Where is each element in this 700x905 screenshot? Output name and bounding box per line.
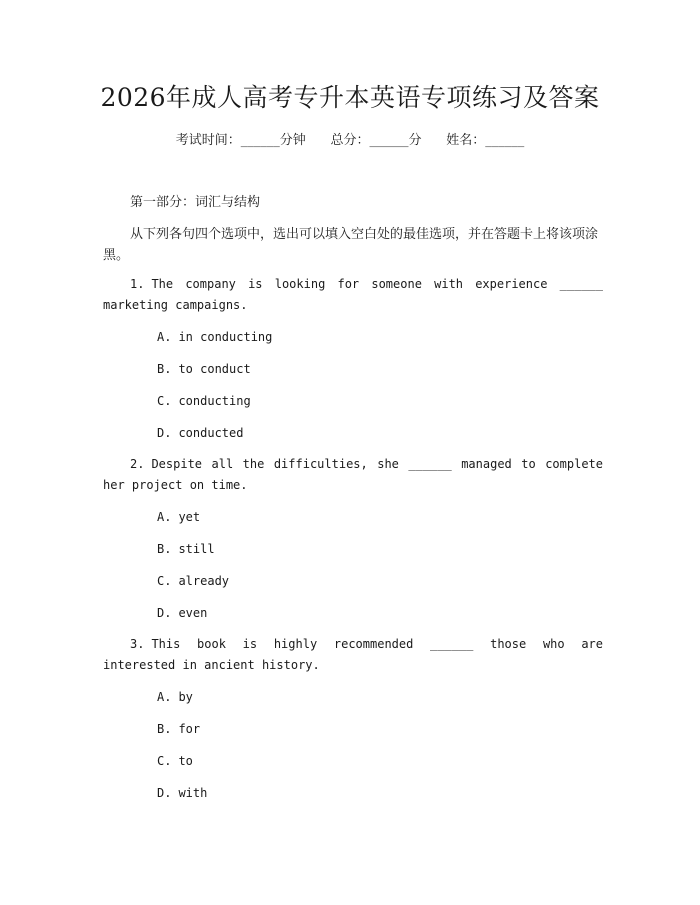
option-text: to conduct [178, 362, 251, 376]
option-text: already [178, 574, 230, 588]
question-1-option-d [157, 424, 243, 442]
option-text: to [178, 754, 193, 768]
question-1 [103, 274, 603, 316]
option-letter: D. [157, 426, 172, 440]
option-text: for [178, 722, 201, 736]
option-text: even [178, 606, 208, 620]
question-text: Despite all the difficulties, she ______ managed to complete her project on time. [103, 457, 603, 492]
option-letter: A. [157, 510, 172, 524]
question-number: 3. [130, 637, 145, 651]
question-2-option-c [157, 572, 229, 590]
question-1-option-b [157, 360, 251, 378]
option-letter: A. [157, 330, 172, 344]
question-2-option-b [157, 540, 215, 558]
question-number: 2. [130, 457, 145, 471]
question-3-option-c [157, 752, 193, 770]
question-2-option-a [157, 508, 200, 526]
option-text: conducted [178, 426, 244, 440]
question-1-option-a [157, 328, 272, 346]
option-letter: C. [157, 754, 172, 768]
option-letter: C. [157, 574, 172, 588]
question-2-option-d [157, 604, 207, 622]
document-title: 2026年成人高考专升本英语专项练习及答案 [100, 83, 600, 112]
option-text: with [178, 786, 208, 800]
option-text: in conducting [178, 330, 273, 344]
option-letter: D. [157, 786, 172, 800]
question-3-option-a [157, 688, 193, 706]
instructions-text: 从下列各句四个选项中，选出可以填入空白处的最佳选项，并在答题卡上将该项涂黑。 [103, 227, 599, 263]
option-letter: B. [157, 722, 172, 736]
option-letter: B. [157, 542, 172, 556]
option-text: by [178, 690, 193, 704]
option-letter: C. [157, 394, 172, 408]
option-letter: D. [157, 606, 172, 620]
option-letter: B. [157, 362, 172, 376]
option-text: still [178, 542, 215, 556]
question-2 [103, 454, 603, 496]
option-letter: A. [157, 690, 172, 704]
question-3 [103, 634, 603, 676]
option-text: conducting [178, 394, 251, 408]
question-number: 1. [130, 277, 145, 291]
question-3-option-d [157, 784, 207, 802]
question-text: This book is highly recommended ______ those who are interested in ancient history. [103, 637, 603, 672]
section-title: 第一部分：词汇与结构 [130, 195, 261, 210]
exam-info-line: 考试时间：______分钟 总分：______分 姓名：______ [175, 133, 525, 148]
question-1-option-c [157, 392, 251, 410]
question-text: The company is looking for someone with experience ______ marketing campaigns. [103, 277, 603, 312]
option-text: yet [178, 510, 201, 524]
question-3-option-b [157, 720, 200, 738]
